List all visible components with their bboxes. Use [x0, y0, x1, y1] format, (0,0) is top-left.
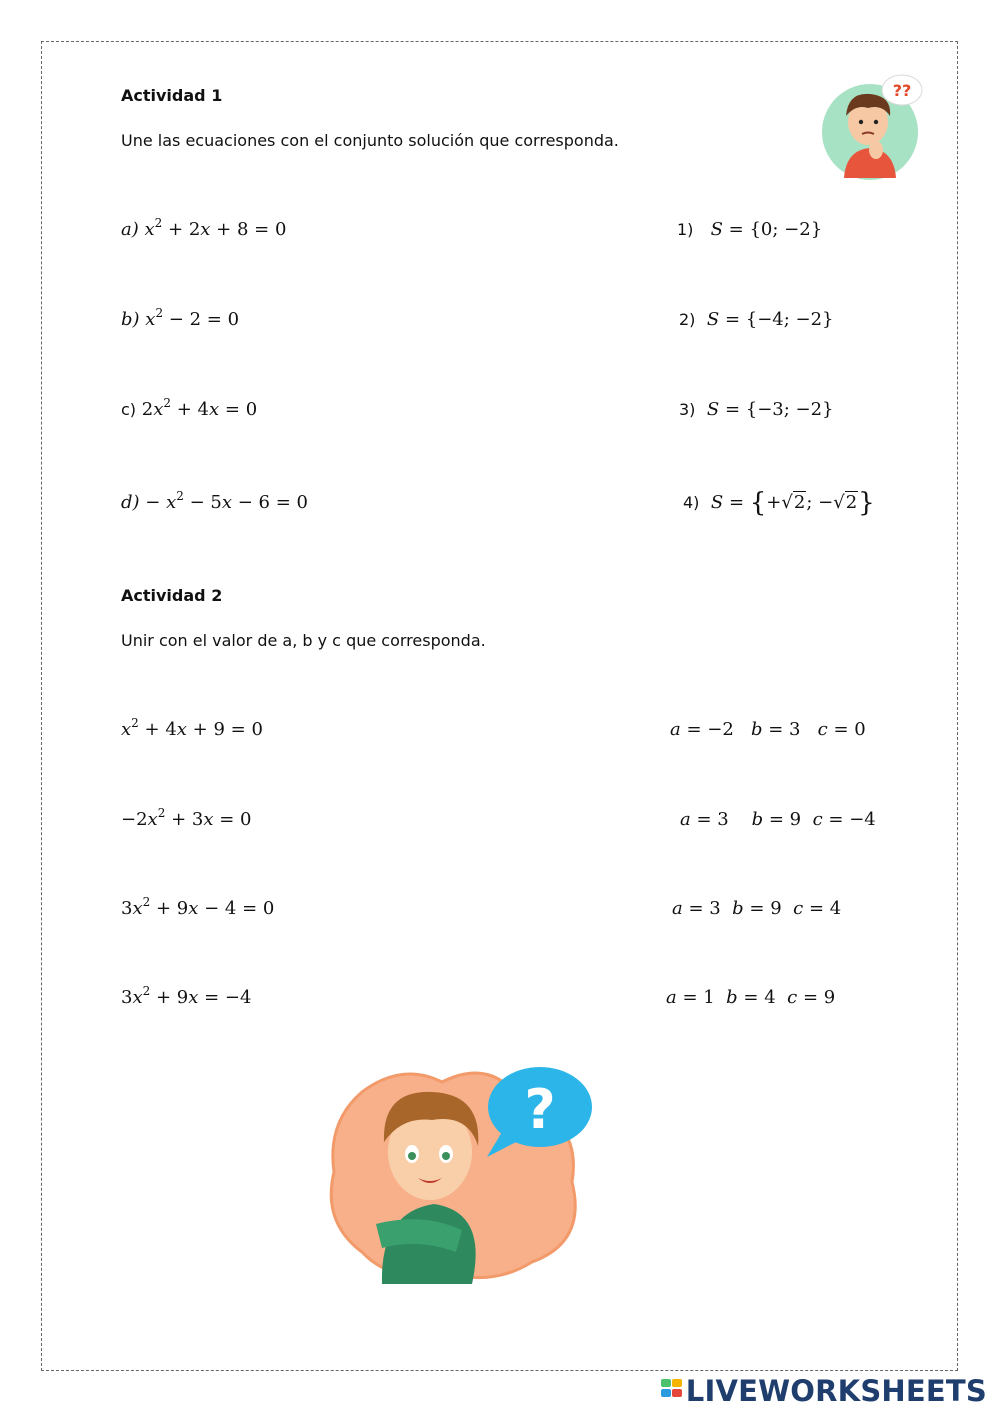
equation-b[interactable]: b) $x^2 - 2 = 0$: [121, 306, 240, 330]
activity-1-title: Actividad 1: [121, 86, 223, 105]
equation-row-2[interactable]: $-2x^2 + 3x = 0$: [121, 806, 252, 830]
equation-row-1[interactable]: $x^2 + 4x + 9 = 0$: [121, 716, 263, 740]
boy-question-illustration: [322, 1062, 597, 1284]
solution-1[interactable]: 1) S = {0; −2}: [677, 219, 823, 240]
equation-c[interactable]: c) $2x^2 + 4x = 0$: [121, 396, 258, 420]
activity-2-instruction: Unir con el valor de a, b y c que corresponda.: [121, 631, 486, 650]
equation-row-4[interactable]: $3x^2 + 9x = -4$: [121, 984, 252, 1008]
coefficients-2[interactable]: a = 3 b = 9 c = −4: [680, 809, 876, 830]
liveworksheets-brand: LIVEWORKSHEETS: [685, 1374, 987, 1408]
coefficients-3[interactable]: a = 3 b = 9 c = 4: [672, 898, 842, 919]
solution-4[interactable]: 4) S = {+√2; −√2}: [683, 488, 875, 518]
solution-2[interactable]: 2) S = {−4; −2}: [679, 309, 834, 330]
liveworksheets-logo: [661, 1374, 987, 1408]
liveworksheets-logo-icon: [661, 1377, 683, 1405]
question-mark-icon: ?: [524, 1078, 556, 1141]
coefficients-4[interactable]: a = 1 b = 4 c = 9: [666, 987, 836, 1008]
solution-3[interactable]: 3) S = {−3; −2}: [679, 399, 834, 420]
equation-row-3[interactable]: $3x^2 + 9x - 4 = 0$: [121, 895, 275, 919]
activity-2-title: Actividad 2: [121, 586, 223, 605]
coefficients-1[interactable]: a = −2 b = 3 c = 0: [670, 719, 866, 740]
equation-a[interactable]: a) $x^2 + 2x + 8 = 0$: [121, 216, 287, 240]
activity-1-instruction: Une las ecuaciones con el conjunto solución que corresponda.: [121, 131, 619, 150]
equation-d[interactable]: $d) - x^2 - 5x - 6 = 0$: [121, 489, 308, 513]
question-marks-icon: ??: [892, 81, 912, 100]
thinking-boy-illustration: [818, 70, 930, 182]
